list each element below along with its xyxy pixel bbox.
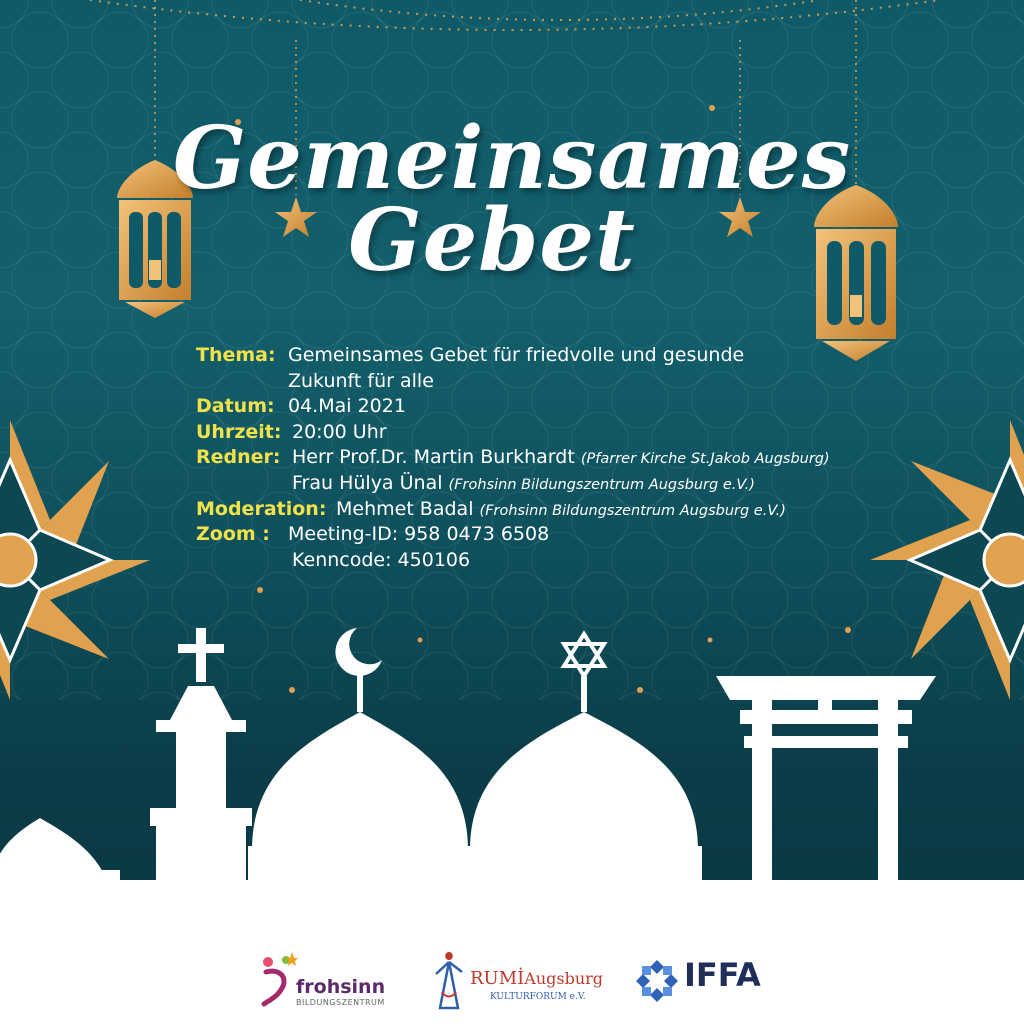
datum-value: 04.Mai 2021	[288, 395, 406, 418]
iffa-logo-icon	[634, 958, 680, 1004]
row-redner	[196, 445, 956, 471]
redner1-note: (Pfarrer Kirche St.Jakob Augsburg)	[580, 451, 830, 468]
uhrzeit-value: 20:00 Uhr	[292, 420, 387, 443]
row-moderation	[196, 497, 956, 523]
row-thema	[196, 343, 956, 369]
row-zoom	[196, 522, 956, 548]
sponsor-logos	[0, 930, 1024, 1024]
redner2-name: Frau Hülya Ünal	[292, 471, 443, 494]
row-zoom-code	[196, 548, 956, 574]
rumi-city: Augsburg	[524, 969, 604, 988]
redner2-note: (Frohsinn Bildungszentrum Augsburg e.V.)	[448, 476, 755, 493]
label-redner: Redner:	[196, 446, 281, 469]
title-line-1: Gemeinsames	[172, 108, 852, 209]
rumi-sub: KULTURFORUM e.V.	[490, 992, 586, 1002]
frohsinn-name: frohsinn	[296, 976, 386, 998]
row-thema-cont	[196, 369, 956, 395]
zoom-kenncode: Kenncode: 450106	[292, 548, 471, 571]
rumi-dervish-icon	[432, 948, 466, 1014]
label-zoom: Zoom :	[196, 523, 270, 546]
row-uhrzeit	[196, 420, 956, 446]
label-thema: Thema:	[196, 344, 276, 366]
moderation-note: (Frohsinn Bildungszentrum Augsburg e.V.)	[479, 502, 786, 519]
label-datum: Datum:	[196, 395, 275, 418]
frohsinn-sub: BILDUNGSZENTRUM	[296, 998, 385, 1007]
event-info	[196, 343, 956, 573]
thema-line-1: Gemeinsames Gebet für friedvolle und gesunde	[288, 344, 745, 366]
label-moderation: Moderation:	[196, 497, 327, 520]
row-datum	[196, 394, 956, 420]
frohsinn-logo-icon	[258, 952, 298, 1008]
zoom-meeting-id: Meeting-ID: 958 0473 6508	[288, 523, 550, 546]
moderation-name: Mehmet Badal	[336, 497, 474, 520]
redner1-name: Herr Prof.Dr. Martin Burkhardt	[292, 446, 575, 469]
thema-line-2: Zukunft für alle	[288, 369, 434, 392]
row-redner-2	[196, 471, 956, 497]
title-line-2: Gebet	[348, 190, 636, 291]
iffa-name: IFFA	[684, 956, 761, 994]
label-uhrzeit: Uhrzeit:	[196, 420, 282, 443]
rumi-name: RUMİ	[470, 968, 525, 989]
